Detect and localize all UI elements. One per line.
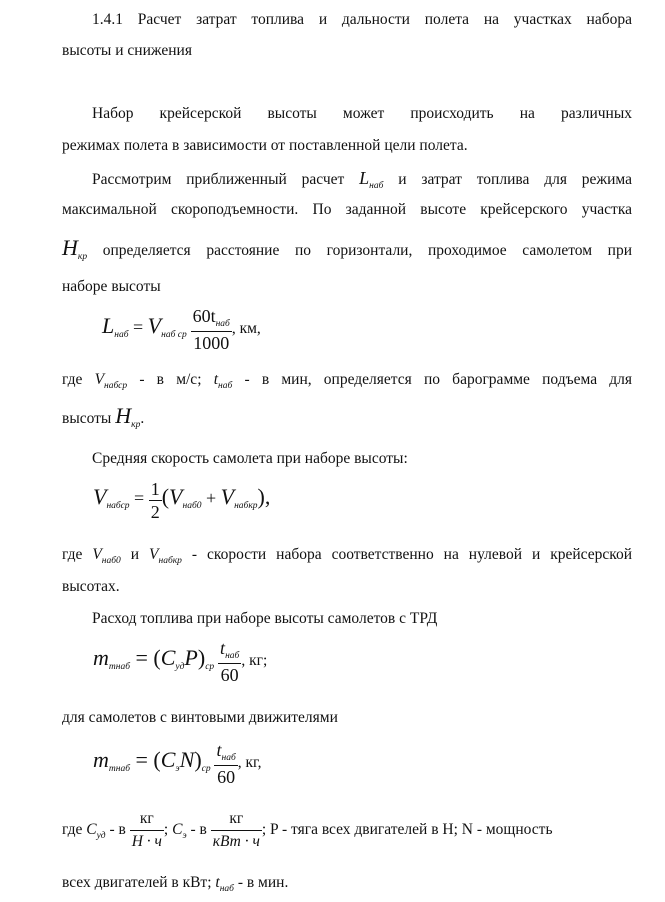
unit-kg-per-N-h: $\frac{кг}{Н \cdot ч}$ (131, 810, 162, 850)
paragraph-1-line-2: режимах полета в зависимости от поставленной цели полета. (62, 137, 468, 154)
fraction-60t-over-1000: $\frac{60t_{наб}}{1000}$ (192, 306, 230, 353)
paragraph-8-line-2: всех двигателей в кВт; $t_{наб}$ - в мин. (62, 874, 289, 894)
paragraph-2-line-1: Рассмотрим приближенный расчет $L_{наб}$ и затрат топлива для режима (92, 168, 632, 191)
fraction-t-over-60-b: $\frac{t_{наб}}{60}$ (216, 740, 236, 787)
formula-fuel-jet: $m_{тнаб} = (C_{уд}P)_{ср}$ $\frac{t_{наб}}{60}$ , кг; (93, 638, 268, 685)
paragraph-2-line-2: максимальной скороподъемности. По заданной высоте крейсерского участка (62, 201, 632, 218)
heading-line-1: 1.4.1 Расчет затрат топлива и дальности полета на участках набора (92, 11, 632, 28)
formula-avg-speed: $V_{набср}$ = $\frac{1}{2}$ $(V_{наб0} + V_{набкр})$, (93, 479, 271, 522)
paragraph-1-line-1: Набор крейсерской высоты может происходить на различных (92, 105, 632, 122)
paragraph-6: Расход топлива при наборе высоты самолетов с ТРД (92, 610, 438, 627)
paragraph-5-line-1: где $V_{наб0}$ и $V_{набкр}$ - скорости набора соответственно на нулевой и крейсерской (62, 546, 633, 566)
section-heading (62, 9, 632, 31)
paragraph-8-line-1: где $C_{уд}$ - в $\frac{кг}{Н \cdot ч}$ ; $C_э$ - в $\frac{кг}{\text{кВт · ч}}$ ; P - тяга всех двигателей в Н; N - мощность (62, 808, 634, 853)
paragraph-4: Средняя скорость самолета при наборе высоты: (92, 450, 408, 467)
paragraph-7: для самолетов с винтовыми движителями (62, 709, 338, 726)
unit-kg-per-kW-h: $\frac{кг}{\text{кВт · ч}}$ (212, 810, 260, 850)
var-L-nab: $L_{наб}$ (359, 168, 384, 191)
paragraph-3-line-2: высоты $H_{кр}$. (62, 403, 145, 430)
formula-fuel-prop: $m_{тнаб} = (C_эN)_{ср}$ $\frac{t_{наб}}{60}$ , кг, (93, 740, 262, 787)
paragraph-2-line-3: $H_{кр}$ определяется расстояние по горизонтали, проходимое самолетом при (62, 235, 633, 262)
formula-distance: $L_{наб} = V_{наб ср}$ $\frac{60t_{наб}}{1000}$ , км, (102, 306, 261, 353)
paragraph-2-line-4: наборе высоты (62, 278, 161, 295)
fraction-one-half: $\frac{1}{2}$ (150, 479, 160, 522)
fraction-t-over-60-a: $\frac{t_{наб}}{60}$ (220, 638, 240, 685)
var-H-kr: $H_{кр}$ (62, 235, 88, 262)
heading-line-2: высоты и снижения (62, 42, 192, 59)
paragraph-5-line-2: высотах. (62, 578, 120, 595)
paragraph-3-line-1: где $V_{набср}$ - в м/с; $t_{наб}$ - в мин, определяется по барограмме подъема для (62, 371, 633, 391)
